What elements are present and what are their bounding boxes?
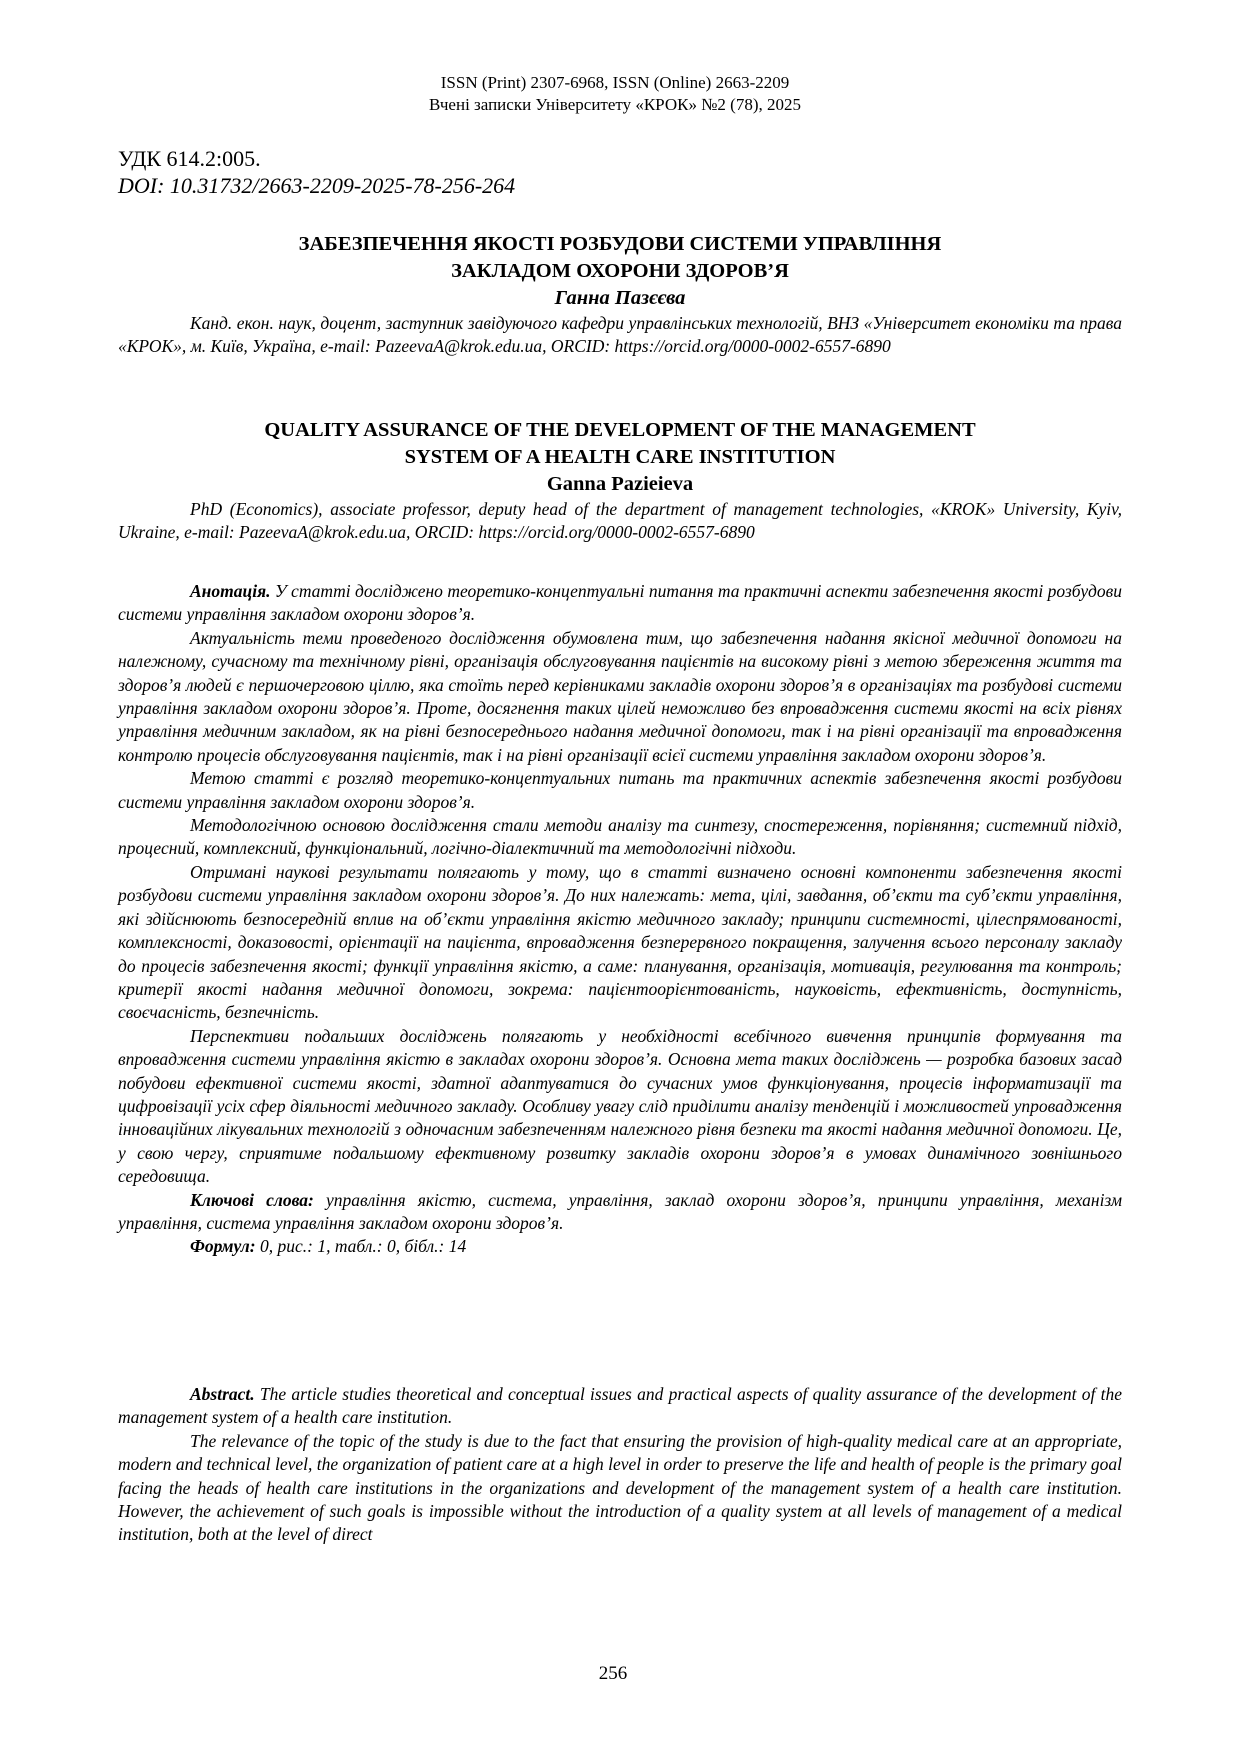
en-title-line-1: QUALITY ASSURANCE OF THE DEVELOPMENT OF THE MANAGEMENT <box>264 419 976 441</box>
ukrainian-header-block <box>118 231 1122 358</box>
ua-abstract-relevance: Актуальність теми проведеного дослідження обумовлена тим, що забезпечення надання якісної медичної допомоги на належному, сучасному та технічному рівні, організація обслуговування пацієнтів на високому рівні з метою збереження життя та здоров’я людей є першочерговою ціллю, яка стоїть перед керівниками закладів охорони здоров’я в організаціях та розбудові системи управління закладом охорони здоров’я. Проте, досягнення таких цілей неможливо без впровадження системи якості на всіх рівнях управління медичним закладом, як на рівні безпосереднього надання медичної допомоги, так і на рівні організації та впровадження контролю процесів обслуговування пацієнтів, так і на рівні організації всієї системи управління закладом охорони здоров’я. <box>118 627 1122 765</box>
ua-author-name: Ганна Пазєєва <box>554 287 686 309</box>
ua-keywords <box>118 1189 1122 1236</box>
english-header-block <box>118 417 1122 544</box>
article-identifiers <box>118 145 515 199</box>
ua-affiliation: Канд. екон. наук, доцент, заступник завідуючого кафедри управлінських технологій, ВНЗ «Університет економіки та права «КРОК», м. Київ, Україна, e-mail: PazeevaA@krok.edu.ua, ORCID: https://orcid.org/0000-0002-6557-6890 <box>118 313 1122 356</box>
ua-title-line-2: ЗАКЛАДОМ ОХОРОНИ ЗДОРОВ’Я <box>451 260 789 282</box>
ua-title-line-1: ЗАБЕЗПЕЧЕННЯ ЯКОСТІ РОЗБУДОВИ СИСТЕМИ УПРАВЛІННЯ <box>298 233 942 255</box>
ua-keywords-label: Ключові слова: <box>190 1189 314 1210</box>
ua-abstract-intro <box>118 580 1122 627</box>
ua-formulas <box>118 1235 1122 1258</box>
ukrainian-abstract <box>118 580 1122 1259</box>
en-author-name: Ganna Pazieieva <box>546 473 694 495</box>
ua-abstract-purpose: Метою статті є розгляд теоретико-концептуальних питань та практичних аспектів забезпечення якості розбудови системи управління закладом охорони здоров’я. <box>118 768 1122 812</box>
doi-link[interactable]: DOI: 10.31732/2663-2209-2025-78-256-264 <box>118 173 516 198</box>
en-abstract-label: Abstract. <box>190 1384 255 1404</box>
issn-line: ISSN (Print) 2307-6968, ISSN (Online) 2663-2209 <box>440 73 790 92</box>
ua-abstract-intro-text: У статті досліджено теоретико-концептуальні питання та практичні аспекти забезпечення якості розбудови системи управління закладом охорони здоров’я. <box>118 581 1122 625</box>
en-abstract-intro <box>118 1383 1122 1430</box>
page-number: 256 <box>598 1663 628 1684</box>
ua-abstract-prospects: Перспективи подальших досліджень полягають у необхідності всебічного вивчення принципів формування та впровадження системи управління якістю в закладах охорони здоров’я. Основна мета таких досліджень — розробка базових засад побудови ефективної системи якості, здатної адаптуватися до сучасних умов функціонування, процесів інформатизації та цифровізації усіх сфер діяльності медичного закладу. Особливу увагу слід приділити аналізу тенденцій і можливостей упровадження інноваційних лікувальних технологій з одночасним забезпеченням належного рівня безпеки та якості надання медичної допомоги. Це, у свою чергу, сприятиме подальшому ефективному розвитку закладів охорони здоров’я в умовах динамічного зовнішнього середовища. <box>118 1025 1122 1187</box>
ua-abstract-results: Отримані наукові результати полягають у тому, що в статті визначено основні компоненти забезпечення якості розбудови системи управління закладом охорони здоров’я. До них належать: мета, цілі, завдання, об’єкти та суб’єкти управління, які здійснюють безпосередній вплив на об’єкти управління якістю медичного закладу; принципи системності, цілеспрямованості, комплексності, доказовості, орієнтації на пацієнта, впровадження безперервного покращення, залучення всього персоналу закладу до процесів забезпечення якості; функції управління якістю, а саме: планування, організація, мотивація, регулювання та контроль; критерії якості надання медичної допомоги, зокрема: пацієнтоорієнтованість, науковість, ефективність, доступність, своєчасність, безпечність. <box>118 861 1122 1023</box>
journal-line: Вчені записки Університету «КРОК» №2 (78), 2025 <box>428 95 802 114</box>
ua-formulas-text: 0, рис.: 1, табл.: 0, бібл.: 14 <box>255 1236 467 1257</box>
english-abstract <box>118 1383 1122 1547</box>
ua-keywords-text: управління якістю, система, управління, заклад охорони здоров’я, принципи управління, механізм управління, система управління закладом охорони здоров’я. <box>118 1189 1122 1233</box>
ua-abstract-methodology: Методологічною основою дослідження стали методи аналізу та синтезу, спостереження, порівняння; системний підхід, процесний, комплексний, функціональний, логічно-діалектичний та методологічні підходи. <box>118 815 1122 859</box>
ua-abstract-label: Анотація. <box>190 581 271 601</box>
en-abstract-relevance: The relevance of the topic of the study is due to the fact that ensuring the provision of high-quality medical care at an appropriate, modern and technical level, the organization of patient care at a high level in order to preserve the life and health of people is the primary goal facing the heads of health care institutions in the organizations and development of the management system of a health care institution. However, the achievement of such goals is impossible without the introduction of a quality system at all levels of management of a medical institution, both at the level of direct <box>118 1430 1122 1545</box>
udk-code: УДК 614.2:005. <box>118 146 261 171</box>
en-affiliation: PhD (Economics), associate professor, deputy head of the department of management technologies, «KROK» University, Kyiv, Ukraine, e-mail: PazeevaA@krok.edu.ua, ORCID: https://orcid.org/0000-0002-6557-6890 <box>118 499 1122 542</box>
journal-header <box>0 72 1240 116</box>
en-abstract-intro-text: The article studies theoretical and conceptual issues and practical aspects of quality assurance of the development of the management system of a health care institution. <box>118 1384 1122 1428</box>
ua-formulas-label: Формул: <box>190 1236 256 1257</box>
en-title-line-2: SYSTEM OF A HEALTH CARE INSTITUTION <box>404 446 836 468</box>
